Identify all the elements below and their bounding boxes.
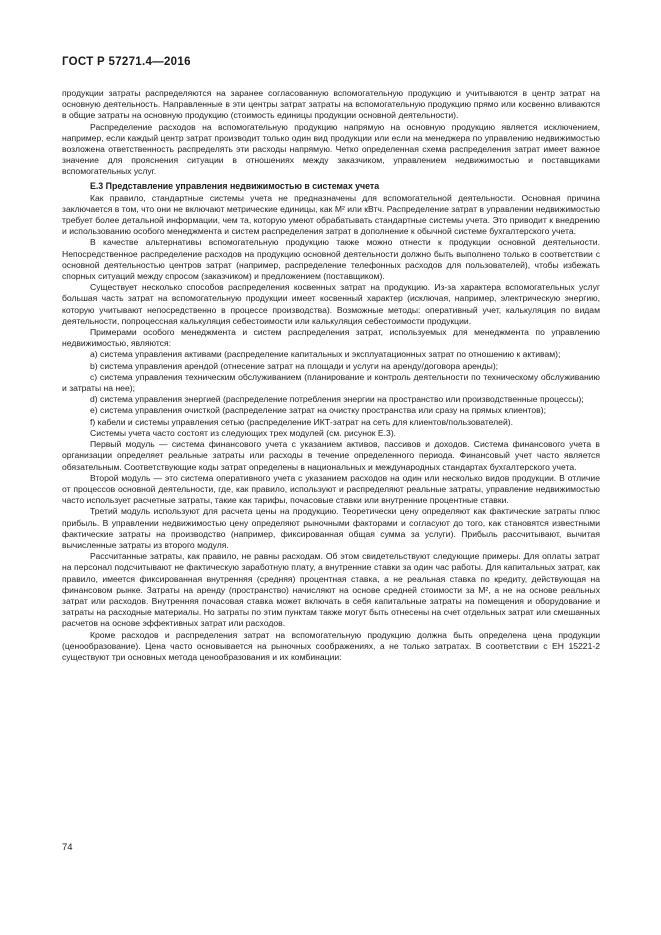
paragraph: Кроме расходов и распределения затрат на вспомогательную продукцию должна быть определена цена продукции (ценообразование). Цена часто основывается на рыночных соображениях, а не только затратах. В соответствии с ЕН 15221-2 существуют три основных метода ценообразования и их комбинации: <box>62 629 600 662</box>
paragraph: Третий модуль используют для расчета цены на продукцию. Теоретически цену определяют как фактические затраты плюс прибыль. В управлении недвижимостью цену определяют рыночными факторами и согласуют до того, как становятся известными фактические затраты на производство (например, фиксированная общая сумма за услуги). Прибыль рассчитывают, вычитая вычисленные затраты из второго модуля. <box>62 506 600 550</box>
section-heading: Е.3 Представление управления недвижимостью в системах учета <box>90 180 380 191</box>
list-item: d) система управления энергией (распределение потребления энергии на пространство или производственные процессы); <box>90 394 584 405</box>
paragraph: Примерами особого менеджмента и систем распределения затрат, используемых для менеджмента по управлению недвижимостью, являются: <box>62 327 600 349</box>
paragraph-continuation: продукции затраты распределяются на заранее согласованную вспомогательную продукцию и учитываются в центр затрат на основную деятельность. Направленные в эти центры затрат затраты на вспомогательную продукцию прямо или косвенно вливаются в общие затраты на основную продукцию (стоимость единицы продукции основной деятельности). <box>62 88 600 121</box>
list-item: е) система управления очисткой (распределение затрат на очистку пространства или сразу на прямых клиентов); <box>90 405 546 416</box>
list-item: b) система управления арендой (отнесение затрат на площади и услуги на аренду/договора аренды); <box>90 360 499 371</box>
list-item: f) кабели и системы управления сетью (распределение ИКТ-затрат на сеть для клиентов/пользователей). <box>90 416 514 427</box>
list-item: с) система управления техническим обслуживанием (планирование и контроль деятельности по техническому обслуживанию и затраты на нее); <box>62 371 600 394</box>
paragraph: Как правило, стандартные системы учета не предназначены для вспомогательной деятельности. Основная причина заключается в том, что они не включают метрические единицы, как М² или кВтч. Распределение затрат в управлении недвижимостью требует более детальной информации, чем та, которую умеют обрабатывать стандартные системы учета. Это приводит к внедрению и использованию особого менеджмента и систем распределения затрат в дополнение к обычной системе бухгалтерского учета. <box>62 192 600 237</box>
paragraph: Существует несколько способов распределения косвенных затрат на продукцию. Из-за характера вспомогательных услуг большая часть затрат на вспомогательную продукции имеет косвенный характер (исключая, например, электрическую энергию, которую учитывают непосредственно в процессе производства). Возможные методы: оперативный учет, калькуляция по видам деятельности, попроцессная калькуляция себестоимости или калькуляция себестоимости продукции. <box>62 282 600 326</box>
paragraph: Системы учета часто состоят из следующих трех модулей (см. рисунок Е.3). <box>90 427 397 438</box>
paragraph: В качестве альтернативы вспомогательную продукцию также можно отнести к продукции основной деятельности. Непосредственное распределение расходов на продукцию основной деятельности должно быть выполнено только в соответствии с основной деятельностью центров затрат (например, распределение телефонных расходов для пользователей), чтобы избежать спорных ситуаций между спросом (заказчиком) и предложением (поставщиком). <box>62 237 600 282</box>
paragraph: Рассчитанные затраты, как правило, не равны расходам. Об этом свидетельствуют следующие примеры. Для оплаты затрат на персонал подсчитывают не фактическую заработную плату, а внутренние ставки за один час работы. Для капитальных затрат, как правило, имеется фиксированная внутренняя (средняя) процентная ставка, а не реальная ставка по кредиту, действующая на финансовом рынке. Затраты на аренду (пространство) начисляют на основе средней стоимости за М², а не на основе реальных затрат или расходов. Внутренняя почасовая ставка может включать в себя капитальные затраты на помещения и оборудование и затраты на расходные материалы. Но затраты по этим пунктам также могут быть отнесены на счет отдельных затрат или смешанных расчетов на основе эффективных затрат или расходов. <box>62 551 600 629</box>
document-body <box>62 88 600 663</box>
page-number: 74 <box>62 842 73 853</box>
list-item: а) система управления активами (распределение капитальных и эксплуатационных затрат по отношению к активам); <box>90 349 561 360</box>
paragraph: Распределение расходов на вспомогательную продукцию напрямую на основную продукцию является исключением, например, если каждый центр затрат производит только один вид продукции или если на менеджера по управлению недвижимостью возложена ответственность распределять эти расходы напрямую. Четко определенная схема распределения затрат имеет важное значение для прояснения ситуации в отношениях между заказчиком, управлением недвижимостью и поставщиками вспомогательных услуг. <box>62 121 600 177</box>
paragraph: Второй модуль — это система оперативного учета с указанием расходов на один или несколько видов продукции. В отличие от процессов основной деятельности, где, как правило, используют и распределяют реальные затраты, управление недвижимостью часто использует расчетные затраты, такие как тарифы, почасовые ставки или внутренние процентные ставки. <box>62 472 600 506</box>
paragraph: Первый модуль — система финансового учета с указанием активов, пассивов и доходов. Система финансового учета в организации определяет реальные затраты или расходы в течение определенного периода. Финансовый учет часто является обязательным. Соответствующие коды затрат определены в национальных и международных стандартах бухгалтерского учета. <box>62 439 600 472</box>
page-header-standard-code: ГОСТ Р 57271.4—2016 <box>62 56 191 68</box>
